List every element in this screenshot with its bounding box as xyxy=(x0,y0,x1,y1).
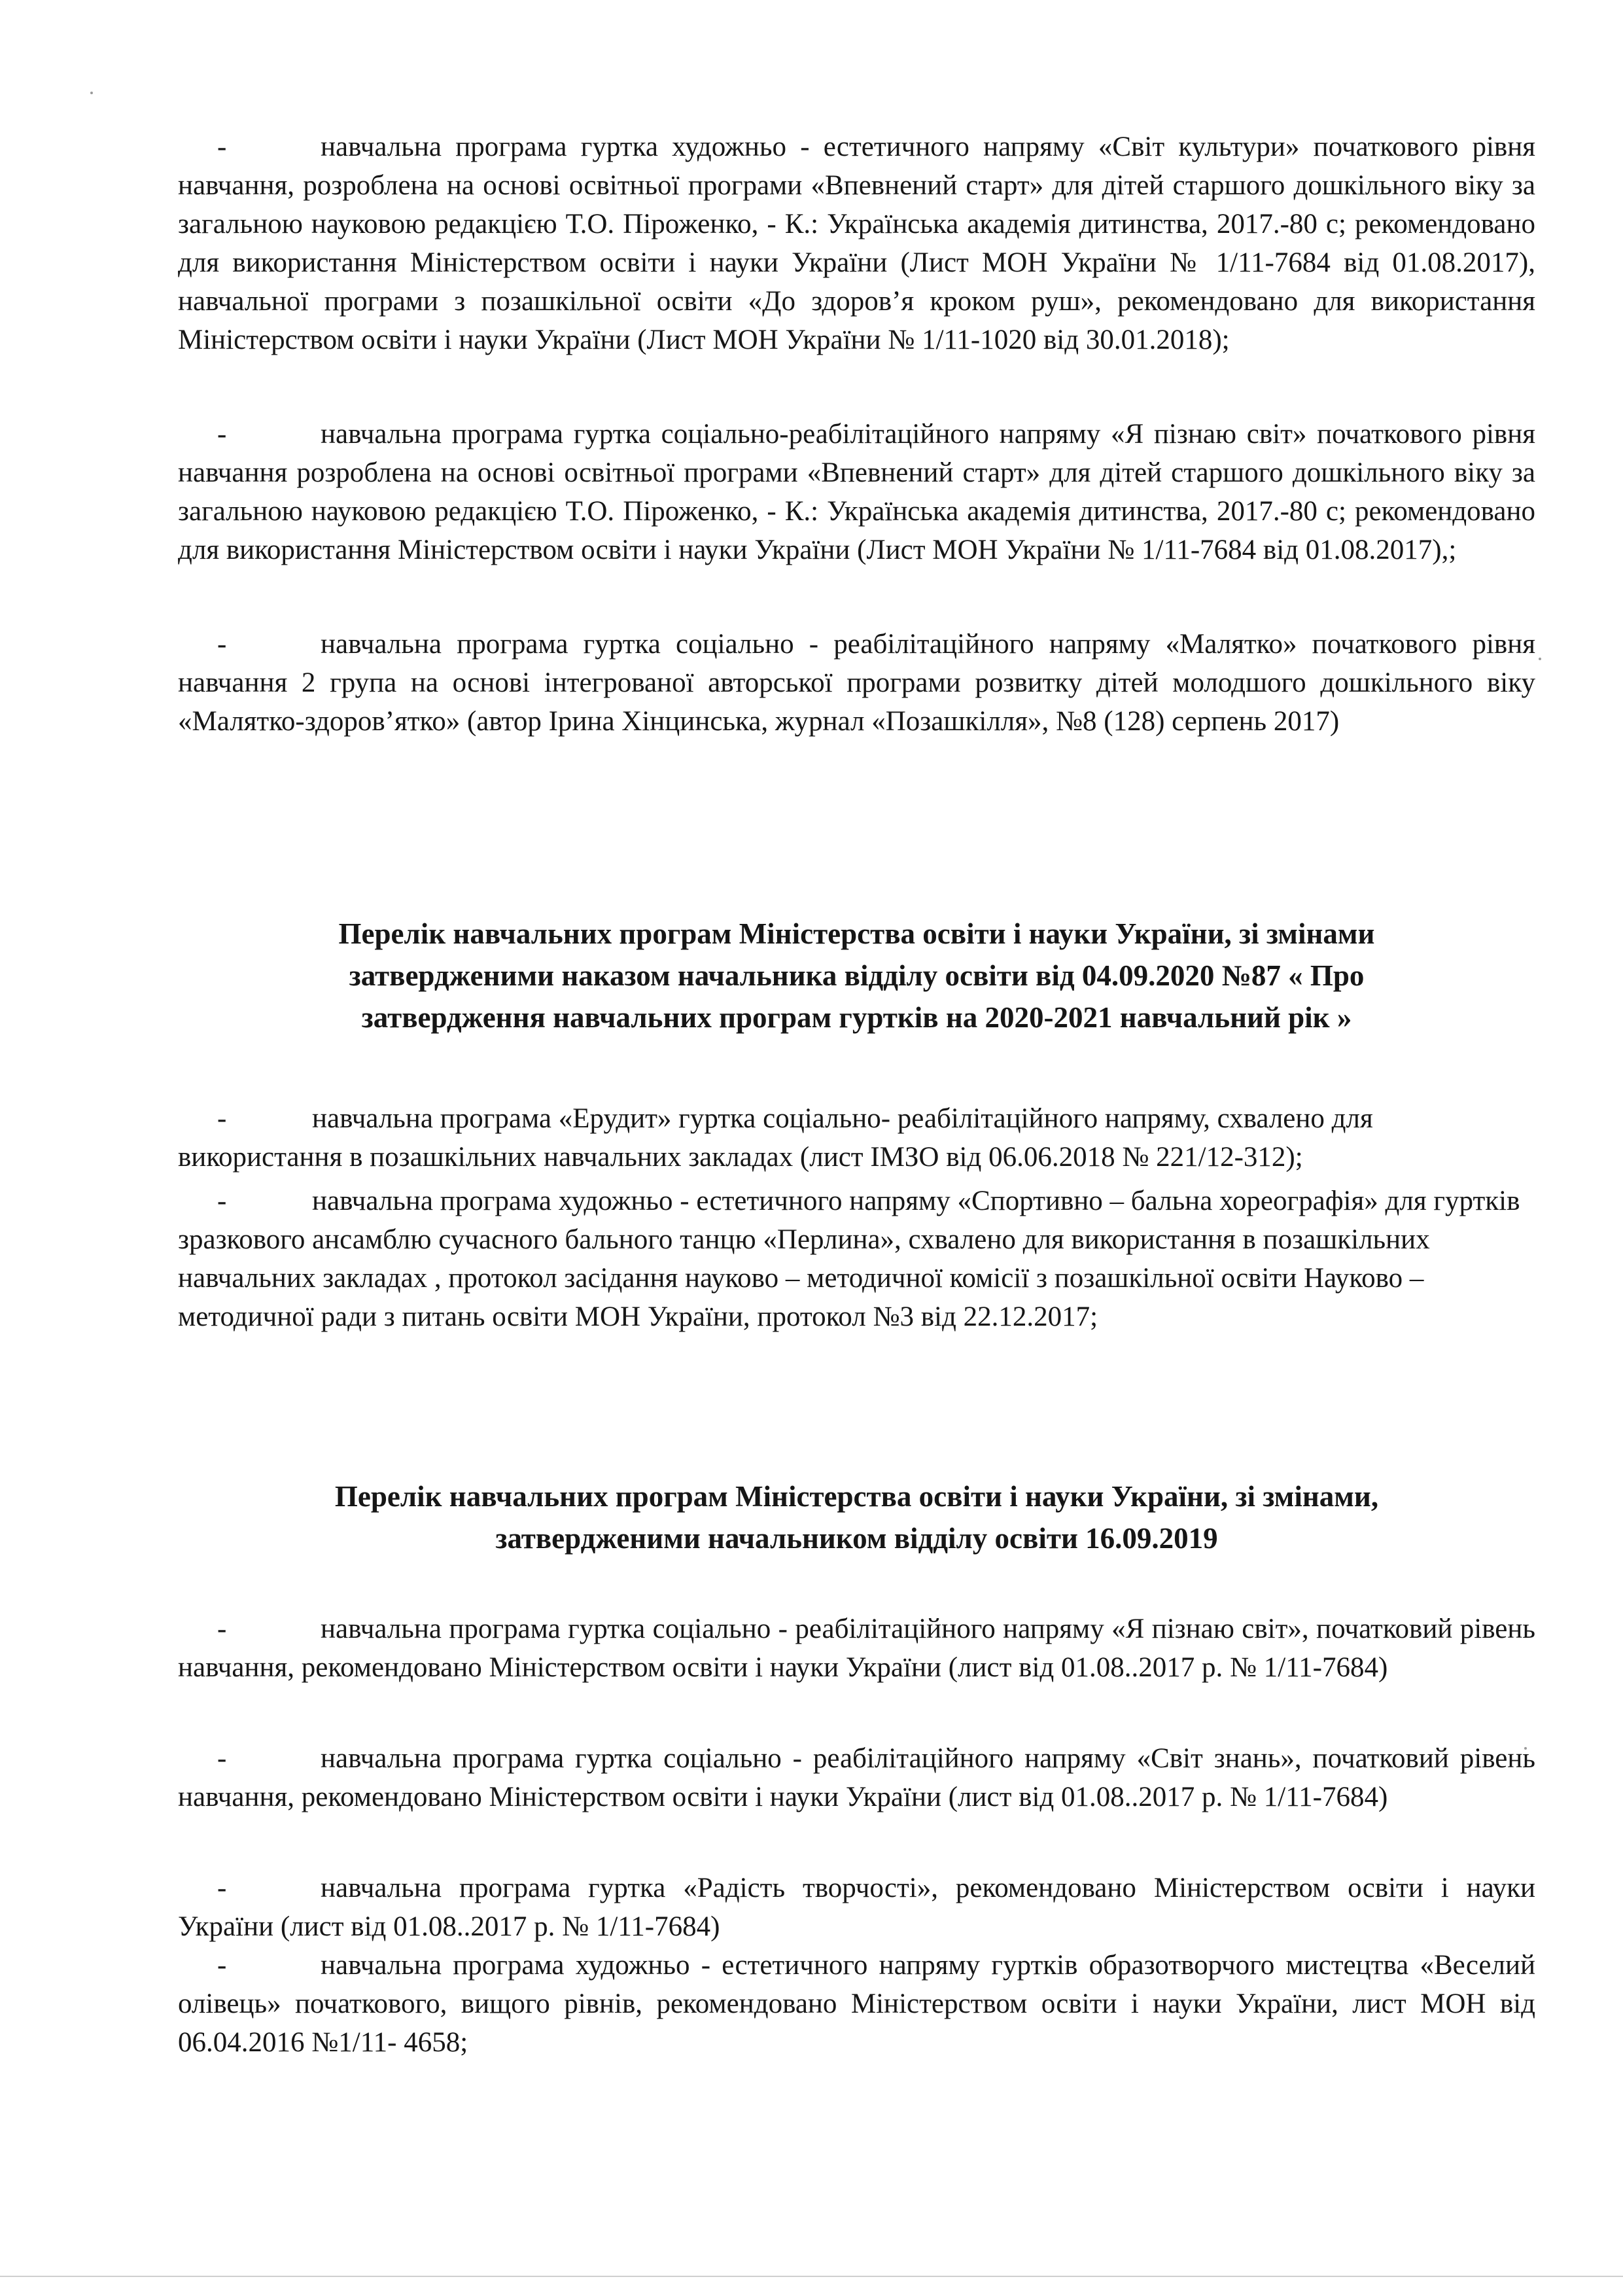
list-item xyxy=(178,625,1535,741)
list-item xyxy=(178,1946,1535,2062)
heading-line: затвердженими наказом начальника відділу освіти від 04.09.2020 №87 « Про xyxy=(349,959,1365,992)
list-item-text: навчальна програма гуртка соціально - реабілітаційного напряму «Я пізнаю світ», початковий рівень навчання, рекомендовано Міністерством освіти і науки України (лист від 01.08..2017 р. № 1/11-7684) xyxy=(178,1614,1535,1683)
list-item-text: навчальна програма гуртка художньо - естетичного напряму «Світ культури» початкового рівня навчання, розроблена на основі освітньої програми «Впевнений старт» для дітей старшого дошкільного віку за загальною науковою редакцією Т.О. Піроженко, - К.: Українська академія дитинства, 2017.-80 с; рекомендовано для використання Міністерством освіти і науки України (Лист МОН України № 1/11-7684 від 01.08.2017), навчальної програми з позашкільної освіти «До здоров’я кроком руш», рекомендовано для використання Міністерством освіти і науки України (Лист МОН України № 1/11-1020 від 30.01.2018); xyxy=(178,132,1535,355)
list-dash: - xyxy=(217,132,227,162)
list-dash: - xyxy=(217,1743,227,1774)
list-dash: - xyxy=(217,419,227,450)
list-item-text: навчальна програма художньо - естетичного напряму «Спортивно – бальна хореографія» для гуртків зразкового ансамблю сучасного бального танцю «Перлина», схвалено для використання в позашкільних навчальних закладах , протокол засідання науково – методичної комісії з позашкільної освіти Науково – методичної ради з питань освіти МОН України, протокол №3 від 22.12.2017; xyxy=(178,1186,1520,1332)
section-heading-1 xyxy=(178,913,1535,1038)
list-item-text: навчальна програма «Ерудит» гуртка соціально- реабілітаційного напряму, схвалено для використання в позашкільних навчальних закладах (лист ІМЗО від 06.06.2018 № 221/12-312); xyxy=(178,1103,1373,1173)
heading-line: затвердженими начальником відділу освіти 16.09.2019 xyxy=(495,1522,1218,1555)
list-item-text: навчальна програма художньо - естетичного напряму гуртків образотворчого мистецтва «Веселий олівець» початкового, вищого рівнів, рекомендовано Міністерством освіти і науки України, лист МОН від 06.04.2016 №1/11- 4658; xyxy=(178,1950,1535,2058)
heading-line: Перелік навчальних програм Міністерства освіти і науки України, зі змінами xyxy=(338,917,1375,950)
section-heading-2 xyxy=(178,1475,1535,1559)
heading-line: Перелік навчальних програм Міністерства освіти і науки України, зі змінами, xyxy=(334,1480,1379,1513)
program-list-block-1 xyxy=(178,128,1535,741)
list-dash: - xyxy=(217,1614,227,1644)
scan-speck xyxy=(1539,658,1541,660)
list-dash: - xyxy=(217,1103,227,1134)
list-item-text: навчальна програма гуртка «Радість творчості», рекомендовано Міністерством освіти і науки України (лист від 01.08..2017 р. № 1/11-7684) xyxy=(178,1873,1535,1942)
list-item xyxy=(178,128,1535,359)
program-list-block-3 xyxy=(178,1610,1535,2062)
list-item xyxy=(178,1869,1535,1946)
scan-speck xyxy=(90,92,93,94)
heading-line: затвердження навчальних програм гуртків на 2020-2021 навчальний рік » xyxy=(361,1001,1352,1034)
list-item xyxy=(178,1739,1535,1816)
list-item-text: навчальна програма гуртка соціально - реабілітаційного напряму «Світ знань», початковий рівень навчання, рекомендовано Міністерством освіти і науки України (лист від 01.08..2017 р. № 1/11-7684) xyxy=(178,1743,1535,1812)
list-item xyxy=(178,1099,1535,1176)
list-item xyxy=(178,1610,1535,1687)
list-dash: - xyxy=(217,1186,227,1216)
program-list-block-2 xyxy=(178,1099,1535,1336)
list-item xyxy=(178,1182,1535,1336)
list-dash: - xyxy=(217,1873,227,1903)
list-item-text: навчальна програма гуртка соціально - реабілітаційного напряму «Малятко» початкового рівня навчання 2 група на основі інтегрованої авторської програми розвитку дітей молодшого дошкільного віку «Малятко-здоров’ятко» (автор Ірина Хінцинська, журнал «Позашкілля», №8 (128) серпень 2017) xyxy=(178,629,1535,737)
list-dash: - xyxy=(217,1950,227,1981)
list-dash: - xyxy=(217,629,227,660)
list-item-text: навчальна програма гуртка соціально-реабілітаційного напряму «Я пізнаю світ» початкового рівня навчання розроблена на основі освітньої програми «Впевнений старт» для дітей старшого дошкільного віку за загальною науковою редакцією Т.О. Піроженко, - К.: Українська академія дитинства, 2017.-80 с; рекомендовано для використання Міністерством освіти і науки України (Лист МОН України № 1/11-7684 від 01.08.2017),; xyxy=(178,419,1535,565)
list-item xyxy=(178,415,1535,569)
scan-edge-line xyxy=(0,2276,1623,2277)
